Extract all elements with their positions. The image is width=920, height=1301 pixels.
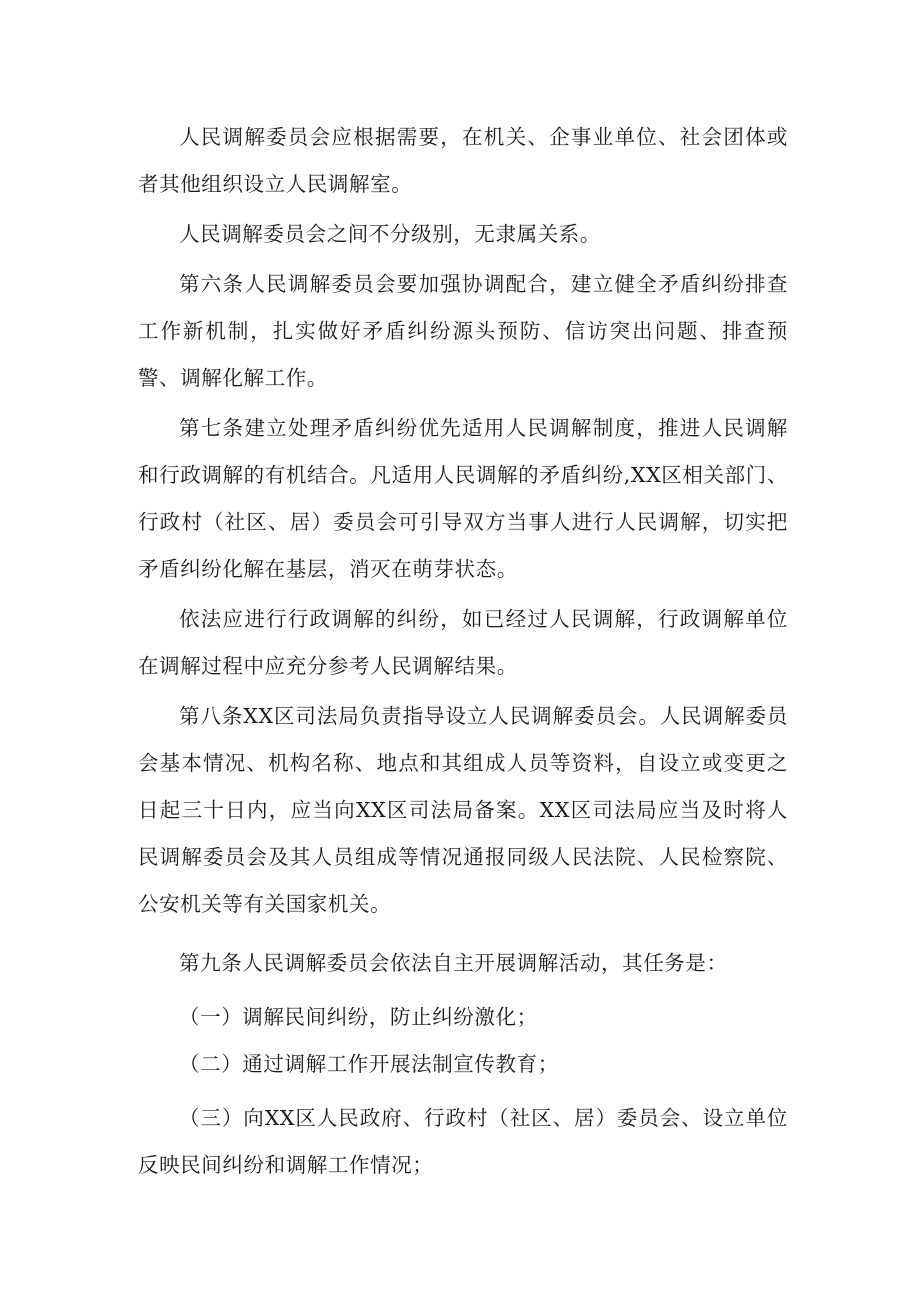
list-item-task-2: （二）通过调解工作开展法制宣传教育； [179, 1052, 559, 1076]
document-body [138, 114, 788, 1189]
paragraph-article-9: 第九条人民调解委员会依法自主开展调解活动，其任务是： [179, 951, 728, 975]
paragraph-article-6: 第六条人民调解委员会要加强协调配合，建立健全矛盾纠纷排查工作新机制，扎实做好矛盾纠纷源头预防、信访突出问题、排查预警、调解化解工作。 [138, 272, 788, 390]
paragraph-mediation-rooms: 人民调解委员会应根据需要，在机关、企事业单位、社会团体或者其他组织设立人民调解室。 [138, 125, 788, 196]
list-item-task-1: （一）调解民间纠纷，防止纠纷激化； [179, 1005, 538, 1029]
paragraph-article-7: 第七条建立处理矛盾纠纷优先适用人民调解制度，推进人民调解和行政调解的有机结合。凡适用人民调解的矛盾纠纷,XX区相关部门、行政村（社区、居）委员会可引导双方当事人进行人民调解，切实把矛盾纠纷化解在基层，消灭在萌芽状态。 [138, 416, 788, 581]
paragraph-administrative-mediation: 依法应进行行政调解的纠纷，如已经过人民调解，行政调解单位在调解过程中应充分参考人民调解结果。 [138, 607, 788, 678]
paragraph-no-hierarchy: 人民调解委员会之间不分级别，无隶属关系。 [179, 222, 601, 246]
paragraph-article-8: 第八条XX区司法局负责指导设立人民调解委员会。人民调解委员会基本情况、机构名称、地点和其组成人员等资料，自设立或变更之日起三十日内，应当向XX区司法局备案。XX区司法局应当及时将人民调解委员会及其人员组成等情况通报同级人民法院、人民检察院、公安机关等有关国家机关。 [138, 704, 788, 916]
list-item-task-3: （三）向XX区人民政府、行政村（社区、居）委员会、设立单位反映民间纠纷和调解工作情况； [138, 1106, 788, 1177]
